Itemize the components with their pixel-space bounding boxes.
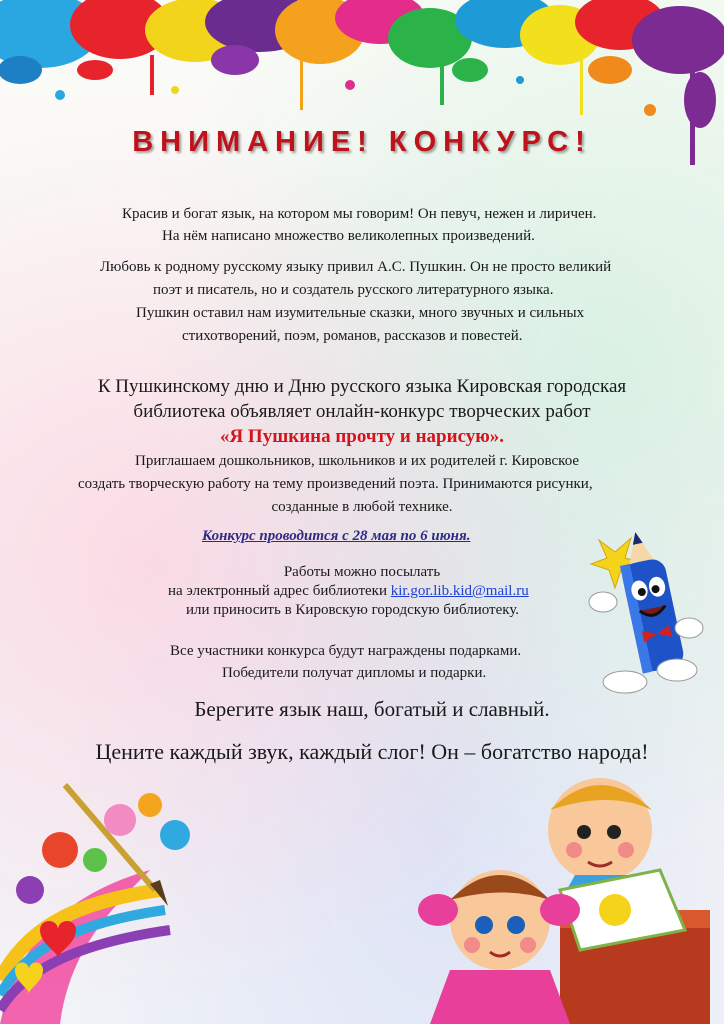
contest-dates: Конкурс проводится с 28 мая по 6 июня. — [202, 528, 471, 544]
paint-brush-hearts-illustration — [0, 780, 230, 1024]
contest-name: «Я Пушкина прочту и нарисую». — [219, 426, 505, 447]
submission-prefix: на электронный адрес библиотеки — [168, 583, 387, 599]
invite-line: созданные в любой технике. — [271, 499, 453, 515]
awards-line: Победители получат дипломы и подарки. — [222, 665, 487, 681]
submission-line: или приносить в Кировскую городскую библиотеку. — [186, 602, 520, 618]
intro-line: Красив и богат язык, на котором мы говорим! Он певуч, нежен и лиричен. — [122, 206, 597, 222]
email-link[interactable]: kir.gor.lib.kid@mail.ru — [390, 583, 529, 599]
announcement-line: К Пушкинскому дню и Дню русского языка Кировская городская — [97, 376, 627, 397]
children-drawing-illustration — [410, 770, 710, 1024]
invite-line: создать творческую работу на тему произведений поэта. Принимаются рисунки, — [78, 476, 593, 492]
page-title: ВНИМАНИЕ! КОНКУРС! — [132, 126, 592, 158]
announcement-line: библиотека объявляет онлайн-конкурс творческих работ — [133, 401, 591, 422]
submission-line: Работы можно посылать — [283, 564, 441, 580]
intro-line: Любовь к родному русскому языку привил А.С. Пушкин. Он не просто великий — [100, 259, 612, 275]
awards-line: Все участники конкурса будут награждены подарками. — [170, 643, 522, 659]
intro-line: стихотворений, поэм, романов, рассказов и повестей. — [182, 328, 523, 344]
slogan: Цените каждый звук, каждый слог! Он – богатство народа! — [95, 739, 649, 764]
intro-line: поэт и писатель, но и создатель русского литературного языка. — [153, 282, 554, 298]
intro-line: Пушкин оставил нам изумительные сказки, много звучных и сильных — [136, 305, 585, 321]
pencil-mascot-illustration — [585, 530, 705, 695]
slogan: Берегите язык наш, богатый и славный. — [194, 697, 550, 721]
invite-line: Приглашаем дошкольников, школьников и их родителей г. Кировское — [135, 453, 580, 469]
intro-line: На нём написано множество великолепных произведений. — [162, 228, 535, 244]
